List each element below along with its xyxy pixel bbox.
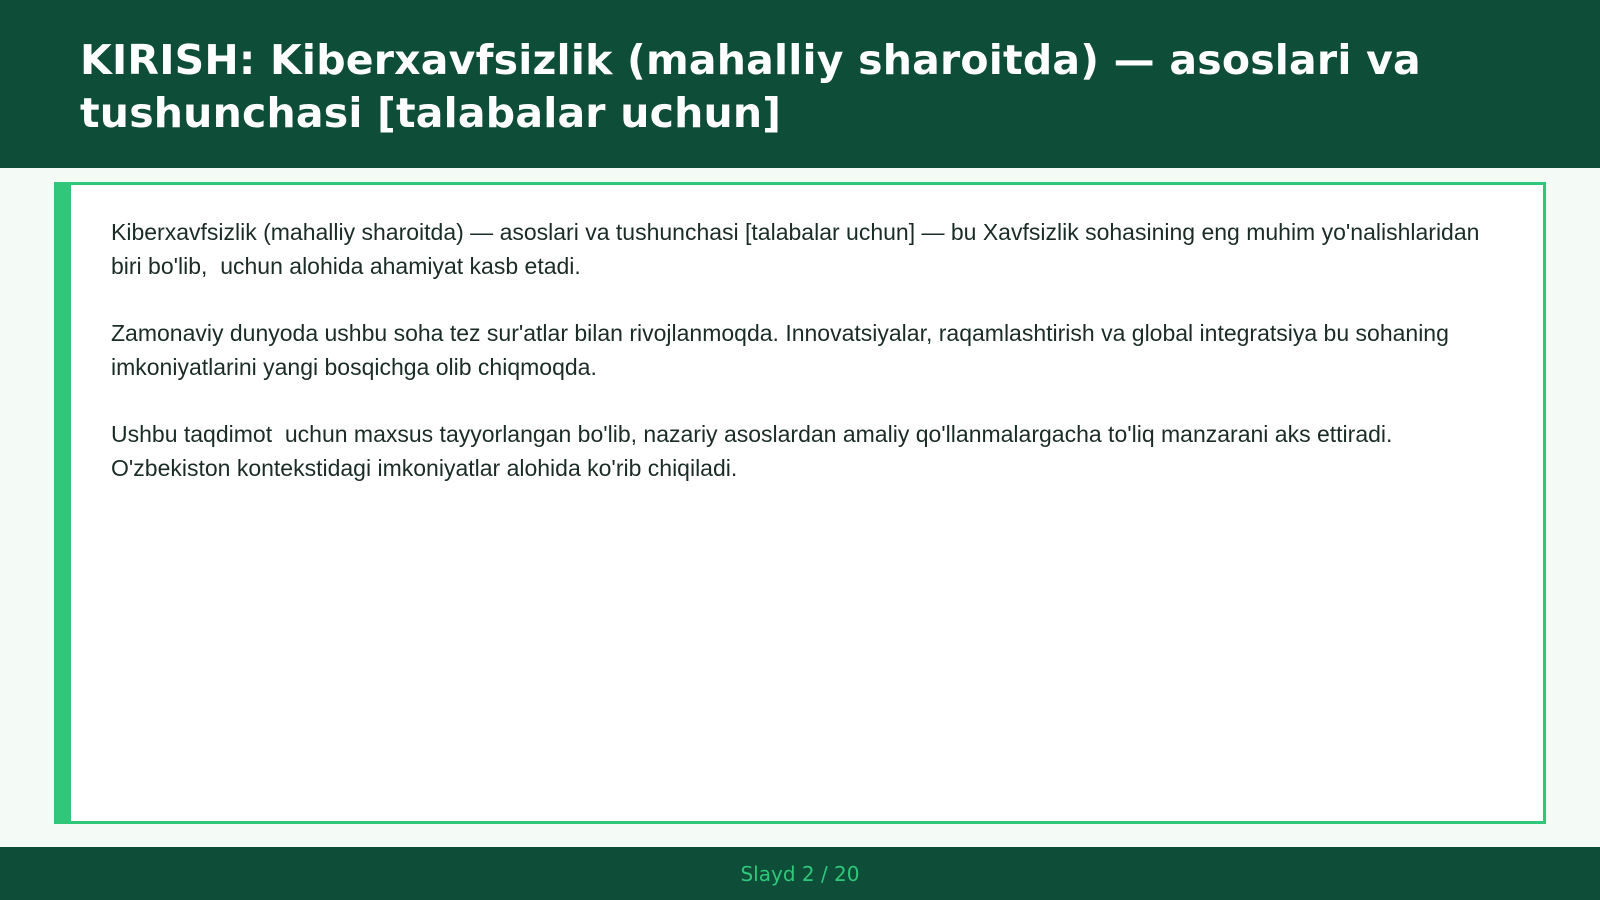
- content-panel: [54, 182, 1546, 824]
- content-body: [71, 185, 1543, 485]
- intro-paragraph-2: Zamonaviy dunyoda ushbu soha tez sur'atlar bilan rivojlanmoqda. Innovatsiyalar, raqamlashtirish va global integratsiya bu sohaning imkoniyatlarini yangi bosqichga olib chiqmoqda.: [111, 320, 1456, 380]
- slide-title: KIRISH: Kiberxavfsizlik (mahalliy sharoitda) — asoslari va tushunchasi [talabalar uchun]: [80, 36, 1421, 137]
- intro-paragraph-1: Kiberxavfsizlik (mahalliy sharoitda) — asoslari va tushunchasi [talabalar uchun] — bu Xavfsizlik sohasining eng muhim yo'nalishlaridan biri bo'lib, uchun alohida ahamiyat kasb etadi.: [111, 219, 1486, 279]
- slide-counter: Slayd 2 / 20: [740, 861, 860, 886]
- slide-header: [0, 0, 1600, 168]
- intro-paragraph-3: Ushbu taqdimot uchun maxsus tayyorlangan bo'lib, nazariy asoslardan amaliy qo'llanmalargacha to'liq manzarani aks ettiradi. O'zbekiston kontekstidagi imkoniyatlar alohida ko'rib chiqiladi.: [111, 421, 1399, 481]
- slide-footer: [0, 847, 1600, 900]
